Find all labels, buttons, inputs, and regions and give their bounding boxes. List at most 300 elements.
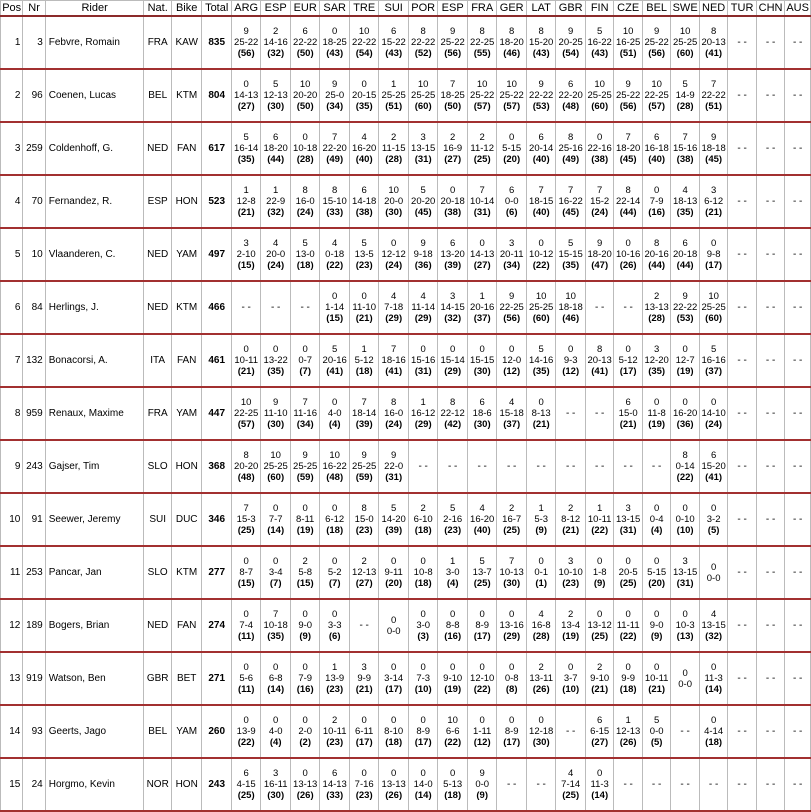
bonus-points: 0 bbox=[243, 344, 249, 355]
heat-points: 7-9 bbox=[649, 196, 664, 207]
heat-points: 20-20 bbox=[411, 196, 436, 207]
heat-points: 13-12 bbox=[587, 620, 612, 631]
heat-points: 25-25 bbox=[352, 461, 377, 472]
heat-points: 16-7 bbox=[502, 514, 522, 525]
heat-points: 0-1 bbox=[534, 567, 549, 578]
race-result-cell bbox=[467, 69, 497, 122]
heat-points: 4-0 bbox=[327, 408, 342, 419]
cell-nat: SUI bbox=[144, 493, 171, 546]
heat-points: 4-15 bbox=[236, 779, 256, 790]
heat-points: 14-13 bbox=[234, 90, 259, 101]
cell-pos: 15 bbox=[1, 758, 23, 811]
bonus-points: 0 bbox=[420, 662, 426, 673]
cell-pos: 4 bbox=[1, 175, 23, 228]
race-total: (30) bbox=[267, 419, 285, 430]
race-result-cell bbox=[671, 228, 699, 281]
bonus-points: 2 bbox=[568, 503, 574, 514]
bonus-points: 0 bbox=[420, 609, 426, 620]
race-empty: - - bbox=[359, 620, 369, 631]
race-result-cell bbox=[290, 705, 320, 758]
race-result-cell: - - bbox=[756, 599, 784, 652]
bonus-points: 7 bbox=[625, 132, 631, 143]
race-empty: - - bbox=[447, 461, 458, 472]
race-result-cell bbox=[467, 705, 497, 758]
race-total: (23) bbox=[355, 790, 373, 801]
column-header[interactable]: GBR bbox=[556, 1, 586, 17]
cell-rider[interactable]: Renaux, Maxime bbox=[45, 387, 144, 440]
race-total: (28) bbox=[648, 313, 666, 324]
race-empty: - - bbox=[300, 302, 310, 313]
race-result-cell bbox=[585, 440, 613, 493]
bonus-points: 6 bbox=[597, 715, 603, 726]
cell-rider[interactable]: Febvre, Romain bbox=[45, 16, 144, 69]
race-total: (51) bbox=[705, 101, 723, 112]
race-total: (43) bbox=[591, 48, 609, 59]
race-total: (31) bbox=[414, 366, 432, 377]
column-header[interactable]: Nat. bbox=[144, 1, 171, 17]
bonus-points: 2 bbox=[361, 556, 367, 567]
heat-points: 10-14 bbox=[470, 196, 495, 207]
race-result-cell bbox=[290, 69, 320, 122]
bonus-points: 9 bbox=[682, 291, 688, 302]
race-result-cell: - - bbox=[756, 652, 784, 705]
race-total: (7) bbox=[299, 366, 311, 377]
bonus-points: 7 bbox=[273, 609, 279, 620]
bonus-points: 8 bbox=[682, 450, 688, 461]
race-result-cell bbox=[320, 122, 350, 175]
race-total: (9) bbox=[593, 578, 606, 589]
heat-points: 16-20 bbox=[470, 514, 495, 525]
race-total: (3) bbox=[417, 631, 429, 642]
heat-points: 15-15 bbox=[558, 249, 583, 260]
race-result-cell bbox=[290, 387, 320, 440]
cell-bike: FAN bbox=[171, 599, 202, 652]
race-result-cell bbox=[467, 652, 497, 705]
race-result-cell bbox=[290, 599, 320, 652]
bonus-points: 0 bbox=[420, 768, 426, 779]
bonus-points: 0 bbox=[273, 503, 279, 514]
bonus-points: 0 bbox=[710, 662, 717, 673]
heat-points: 25-22 bbox=[440, 37, 465, 48]
race-total: (11) bbox=[238, 631, 255, 642]
column-header[interactable]: GER bbox=[497, 1, 527, 17]
cell-nat: BEL bbox=[144, 69, 171, 122]
heat-points: 5-15 bbox=[647, 567, 667, 578]
race-result-cell bbox=[526, 334, 556, 387]
bonus-points: 8 bbox=[654, 238, 660, 249]
race-result-cell bbox=[349, 705, 379, 758]
cell-pos: 13 bbox=[1, 652, 23, 705]
race-empty: - - bbox=[594, 302, 605, 313]
heat-points: 11-14 bbox=[411, 302, 435, 313]
heat-points: 18-20 bbox=[587, 249, 612, 260]
race-result-cell bbox=[379, 493, 409, 546]
table-row bbox=[1, 175, 811, 228]
heat-points: 12-0 bbox=[502, 355, 522, 366]
bonus-points: 8 bbox=[625, 185, 631, 196]
race-empty: - - bbox=[623, 302, 633, 313]
race-result-cell bbox=[438, 493, 468, 546]
table-row bbox=[1, 122, 811, 175]
race-result-cell: - - bbox=[728, 652, 756, 705]
race-result-cell bbox=[379, 758, 409, 811]
race-result-cell bbox=[642, 69, 670, 122]
bonus-points: 0 bbox=[479, 715, 485, 726]
bonus-points: 0 bbox=[332, 291, 338, 302]
bonus-points: 9 bbox=[538, 79, 544, 90]
bonus-points: 5 bbox=[568, 238, 574, 249]
race-total: (1) bbox=[535, 578, 547, 589]
race-result-cell: - - bbox=[728, 387, 756, 440]
column-header[interactable]: FIN bbox=[585, 1, 613, 17]
race-result-cell bbox=[231, 122, 261, 175]
heat-points: 14-13 bbox=[470, 249, 495, 260]
race-total: (34) bbox=[326, 101, 344, 112]
bonus-points: 5 bbox=[479, 556, 485, 567]
race-result-cell bbox=[556, 175, 586, 228]
bonus-points: 7 bbox=[361, 397, 367, 408]
column-header[interactable]: CHN bbox=[756, 1, 784, 17]
race-total: (43) bbox=[385, 48, 403, 59]
bonus-points: 10 bbox=[565, 291, 576, 302]
race-result-cell bbox=[231, 440, 261, 493]
race-total: (19) bbox=[562, 631, 580, 642]
cell-rider[interactable]: Seewer, Jeremy bbox=[45, 493, 144, 546]
bonus-points: 0 bbox=[654, 185, 660, 196]
bonus-points: 9 bbox=[302, 450, 308, 461]
race-total: (35) bbox=[237, 154, 255, 165]
heat-points: 15-20 bbox=[701, 461, 726, 472]
race-total: (29) bbox=[503, 631, 521, 642]
bonus-points: 0 bbox=[302, 132, 308, 143]
bonus-points: 0 bbox=[243, 715, 249, 726]
race-total: (44) bbox=[648, 260, 666, 271]
race-result-cell bbox=[320, 387, 350, 440]
race-result-cell bbox=[699, 334, 727, 387]
race-result-cell bbox=[585, 122, 613, 175]
cell-bike: HON bbox=[171, 175, 202, 228]
column-header[interactable]: EUR bbox=[290, 1, 320, 17]
column-header[interactable]: NED bbox=[699, 1, 727, 17]
race-result-cell: - - bbox=[728, 440, 756, 493]
table-body bbox=[1, 16, 811, 811]
heat-points: 16-11 bbox=[263, 779, 288, 790]
heat-points: 25-22 bbox=[644, 37, 669, 48]
column-header[interactable]: ESP bbox=[261, 1, 291, 17]
column-header[interactable]: CZE bbox=[614, 1, 642, 17]
bonus-points: 0 bbox=[509, 132, 515, 143]
race-total: (25) bbox=[473, 578, 491, 589]
bonus-points: 0 bbox=[625, 344, 631, 355]
race-result-cell bbox=[349, 440, 379, 493]
heat-points: 3-0 bbox=[416, 620, 431, 631]
heat-points: 0-7 bbox=[298, 355, 313, 366]
race-result-cell bbox=[349, 599, 379, 652]
race-total: (48) bbox=[562, 101, 580, 112]
heat-points: 13-4 bbox=[561, 620, 581, 631]
cell-pos: 1 bbox=[1, 16, 23, 69]
bonus-points: 0 bbox=[391, 614, 397, 626]
race-total: (13) bbox=[676, 631, 694, 642]
race-result-cell bbox=[349, 652, 379, 705]
column-header[interactable]: Rider bbox=[45, 1, 144, 17]
race-result-cell bbox=[231, 493, 261, 546]
race-total: (15) bbox=[296, 578, 314, 589]
bonus-points: 0 bbox=[243, 556, 249, 567]
bonus-points: 4 bbox=[361, 132, 367, 143]
bonus-points: 7 bbox=[597, 185, 603, 196]
column-header[interactable]: FRA bbox=[467, 1, 497, 17]
race-result-cell bbox=[585, 69, 613, 122]
race-result-cell bbox=[642, 387, 670, 440]
column-header[interactable]: BEL bbox=[642, 1, 670, 17]
race-result-cell bbox=[408, 546, 438, 599]
heat-points: 12-10 bbox=[470, 673, 495, 684]
heat-points: 20-15 bbox=[352, 90, 377, 101]
bonus-points: 0 bbox=[450, 768, 456, 779]
race-total: (18) bbox=[355, 366, 373, 377]
heat-points: 12-13 bbox=[616, 726, 641, 737]
race-total: (38) bbox=[444, 207, 462, 218]
race-total: (27) bbox=[444, 154, 462, 165]
race-result-cell bbox=[467, 758, 497, 811]
race-result-cell bbox=[261, 122, 291, 175]
bonus-points: 0 bbox=[509, 662, 515, 673]
race-total: (38) bbox=[355, 207, 373, 218]
bonus-points: 0 bbox=[273, 344, 279, 355]
race-result-cell bbox=[526, 493, 556, 546]
heat-points: 0-0 bbox=[386, 625, 401, 637]
race-result-cell bbox=[497, 493, 527, 546]
heat-points: 9-11 bbox=[384, 567, 403, 578]
race-result-cell: - - bbox=[756, 228, 784, 281]
bonus-points: 10 bbox=[651, 79, 662, 90]
race-empty: - - bbox=[594, 408, 605, 419]
race-result-cell bbox=[497, 334, 527, 387]
bonus-points: 9 bbox=[361, 450, 367, 461]
bonus-points: 0 bbox=[597, 768, 603, 779]
race-total: (38) bbox=[591, 154, 609, 165]
race-total: (10) bbox=[414, 684, 432, 695]
race-result-cell bbox=[614, 69, 642, 122]
bonus-points: 10 bbox=[622, 26, 634, 37]
cell-rider[interactable]: Watson, Ben bbox=[45, 652, 144, 705]
race-result-cell: - - bbox=[756, 440, 784, 493]
cell-total: 243 bbox=[202, 758, 232, 811]
column-header[interactable]: SUI bbox=[379, 1, 409, 17]
cell-rider[interactable]: Gajser, Tim bbox=[45, 440, 144, 493]
race-result-cell bbox=[408, 440, 438, 493]
race-result-cell bbox=[671, 546, 699, 599]
heat-points: 25-25 bbox=[529, 302, 554, 313]
heat-points: 5-8 bbox=[298, 567, 313, 578]
race-result-cell bbox=[556, 440, 586, 493]
cell-total: 461 bbox=[202, 334, 232, 387]
column-header[interactable]: Nr bbox=[23, 1, 45, 17]
cell-rider[interactable]: Geerts, Jago bbox=[45, 705, 144, 758]
column-header[interactable]: POR bbox=[408, 1, 438, 17]
race-total: (43) bbox=[532, 48, 550, 59]
cell-pos: 5 bbox=[1, 228, 23, 281]
cell-rider[interactable]: Fernandez, R. bbox=[45, 175, 144, 228]
bonus-points: 4 bbox=[273, 238, 279, 249]
race-total: (41) bbox=[705, 472, 723, 483]
race-result-cell: - - bbox=[785, 122, 811, 175]
column-header[interactable]: Total bbox=[202, 1, 232, 17]
race-result-cell bbox=[349, 334, 379, 387]
race-result-cell bbox=[408, 493, 438, 546]
column-header[interactable]: Pos bbox=[2, 2, 22, 14]
race-total: (60) bbox=[676, 48, 694, 59]
bonus-points: 4 bbox=[538, 609, 544, 620]
race-result-cell: - - bbox=[785, 440, 811, 493]
race-total: (60) bbox=[414, 101, 432, 112]
column-header[interactable]: TUR bbox=[728, 1, 756, 17]
race-total: (27) bbox=[591, 737, 609, 748]
heat-points: 20-16 bbox=[470, 302, 495, 313]
column-header[interactable]: LAT bbox=[526, 1, 556, 17]
race-result-cell bbox=[526, 387, 556, 440]
race-result-cell bbox=[642, 599, 670, 652]
race-result-cell bbox=[642, 705, 670, 758]
column-header[interactable]: Bike bbox=[171, 1, 202, 17]
race-result-cell bbox=[699, 69, 727, 122]
race-total: (52) bbox=[414, 48, 432, 59]
race-result-cell bbox=[467, 546, 497, 599]
column-header[interactable]: ESP bbox=[438, 1, 468, 17]
cell-rider[interactable]: Bonacorsi, A. bbox=[45, 334, 144, 387]
bonus-points: 8 bbox=[243, 450, 249, 461]
race-result-cell bbox=[231, 387, 261, 440]
bonus-points: 6 bbox=[568, 79, 574, 90]
race-result-cell bbox=[408, 122, 438, 175]
race-total: (14) bbox=[591, 790, 609, 801]
race-result-cell bbox=[290, 440, 320, 493]
race-total: (18) bbox=[414, 578, 432, 589]
bonus-points: 10 bbox=[417, 79, 429, 90]
race-result-cell bbox=[290, 281, 320, 334]
race-result-cell bbox=[408, 69, 438, 122]
race-total: (26) bbox=[385, 790, 403, 801]
bonus-points: 5 bbox=[332, 344, 338, 355]
cell-rider[interactable]: Herlings, J. bbox=[45, 281, 144, 334]
column-header[interactable]: SWE bbox=[672, 2, 698, 14]
race-result-cell bbox=[467, 16, 497, 69]
race-result-cell bbox=[231, 546, 261, 599]
race-total: (35) bbox=[648, 366, 666, 377]
heat-points: 4-14 bbox=[704, 726, 724, 737]
race-result-cell bbox=[408, 228, 438, 281]
race-result-cell bbox=[231, 705, 261, 758]
bonus-points: 7 bbox=[391, 344, 397, 355]
bonus-points: 0 bbox=[682, 667, 688, 679]
heat-points: 8-13 bbox=[531, 408, 551, 419]
race-total: (8) bbox=[505, 684, 518, 695]
race-result-cell: - - bbox=[785, 758, 811, 811]
race-total: (22) bbox=[444, 737, 462, 748]
heat-points: 10-16 bbox=[616, 249, 641, 260]
race-total: (41) bbox=[326, 366, 344, 377]
race-result-cell bbox=[585, 493, 613, 546]
cell-rider[interactable]: Bogers, Brian bbox=[45, 599, 144, 652]
column-header[interactable]: SAR bbox=[320, 1, 350, 17]
race-result-cell bbox=[467, 334, 497, 387]
heat-points: 7-3 bbox=[416, 673, 431, 684]
column-header[interactable]: TRE bbox=[349, 1, 379, 17]
race-result-cell bbox=[497, 546, 527, 599]
bonus-points: 10 bbox=[708, 291, 719, 302]
race-result-cell bbox=[614, 652, 642, 705]
heat-points: 10-11 bbox=[322, 726, 347, 737]
cell-rider[interactable]: Coenen, Lucas bbox=[45, 69, 144, 122]
bonus-points: 3 bbox=[243, 238, 249, 249]
bonus-points: 0 bbox=[243, 662, 249, 673]
race-total: (44) bbox=[676, 260, 694, 271]
race-result-cell bbox=[614, 122, 642, 175]
column-header[interactable]: AUS bbox=[786, 2, 809, 14]
bonus-points: 0 bbox=[302, 768, 308, 779]
race-result-cell: - - bbox=[785, 705, 811, 758]
race-total: (24) bbox=[385, 260, 403, 271]
column-header[interactable]: ARG bbox=[231, 1, 261, 17]
heat-points: 8-8 bbox=[445, 620, 460, 631]
heat-points: 0-18 bbox=[325, 249, 345, 260]
race-result-cell: - - bbox=[728, 599, 756, 652]
heat-points: 14-18 bbox=[352, 196, 377, 207]
bonus-points: 5 bbox=[420, 185, 426, 196]
race-result-cell bbox=[438, 705, 468, 758]
race-total: (51) bbox=[619, 48, 637, 59]
bonus-points: 0 bbox=[710, 715, 717, 726]
race-total: (45) bbox=[562, 207, 580, 218]
bonus-points: 8 bbox=[509, 26, 515, 37]
heat-points: 8-7 bbox=[239, 567, 254, 578]
cell-nat: NED bbox=[144, 599, 171, 652]
race-total: (32) bbox=[267, 48, 285, 59]
bonus-points: 6 bbox=[302, 26, 308, 37]
heat-points: 7-9 bbox=[298, 673, 313, 684]
bonus-points: 0 bbox=[568, 662, 574, 673]
race-result-cell bbox=[526, 228, 556, 281]
heat-points: 22-22 bbox=[293, 37, 318, 48]
race-total: (23) bbox=[326, 737, 344, 748]
bonus-points: 3 bbox=[654, 344, 660, 355]
heat-points: 14-0 bbox=[413, 779, 433, 790]
heat-points: 11-15 bbox=[381, 143, 406, 154]
race-result-cell bbox=[438, 652, 468, 705]
heat-points: 7-7 bbox=[268, 514, 283, 525]
race-result-cell bbox=[438, 334, 468, 387]
bonus-points: 0 bbox=[538, 715, 544, 726]
bonus-points: 4 bbox=[479, 503, 485, 514]
bonus-points: 0 bbox=[710, 397, 717, 408]
heat-points: 16-12 bbox=[411, 408, 436, 419]
bonus-points: 0 bbox=[682, 397, 688, 408]
race-result-cell bbox=[642, 334, 670, 387]
cell-rider[interactable]: Horgmo, Kevin bbox=[45, 758, 144, 811]
cell-rider[interactable]: Vlaanderen, C. bbox=[45, 228, 144, 281]
header-row bbox=[1, 1, 811, 17]
cell-rider[interactable]: Pancar, Jan bbox=[45, 546, 144, 599]
heat-points: 18-20 bbox=[263, 143, 288, 154]
race-result-cell bbox=[349, 387, 379, 440]
cell-rider[interactable]: Coldenhoff, G. bbox=[45, 122, 144, 175]
race-result-cell bbox=[320, 334, 350, 387]
bonus-points: 0 bbox=[391, 238, 397, 249]
bonus-points: 6 bbox=[332, 768, 338, 779]
heat-points: 2-16 bbox=[443, 514, 463, 525]
race-result-cell bbox=[526, 705, 556, 758]
